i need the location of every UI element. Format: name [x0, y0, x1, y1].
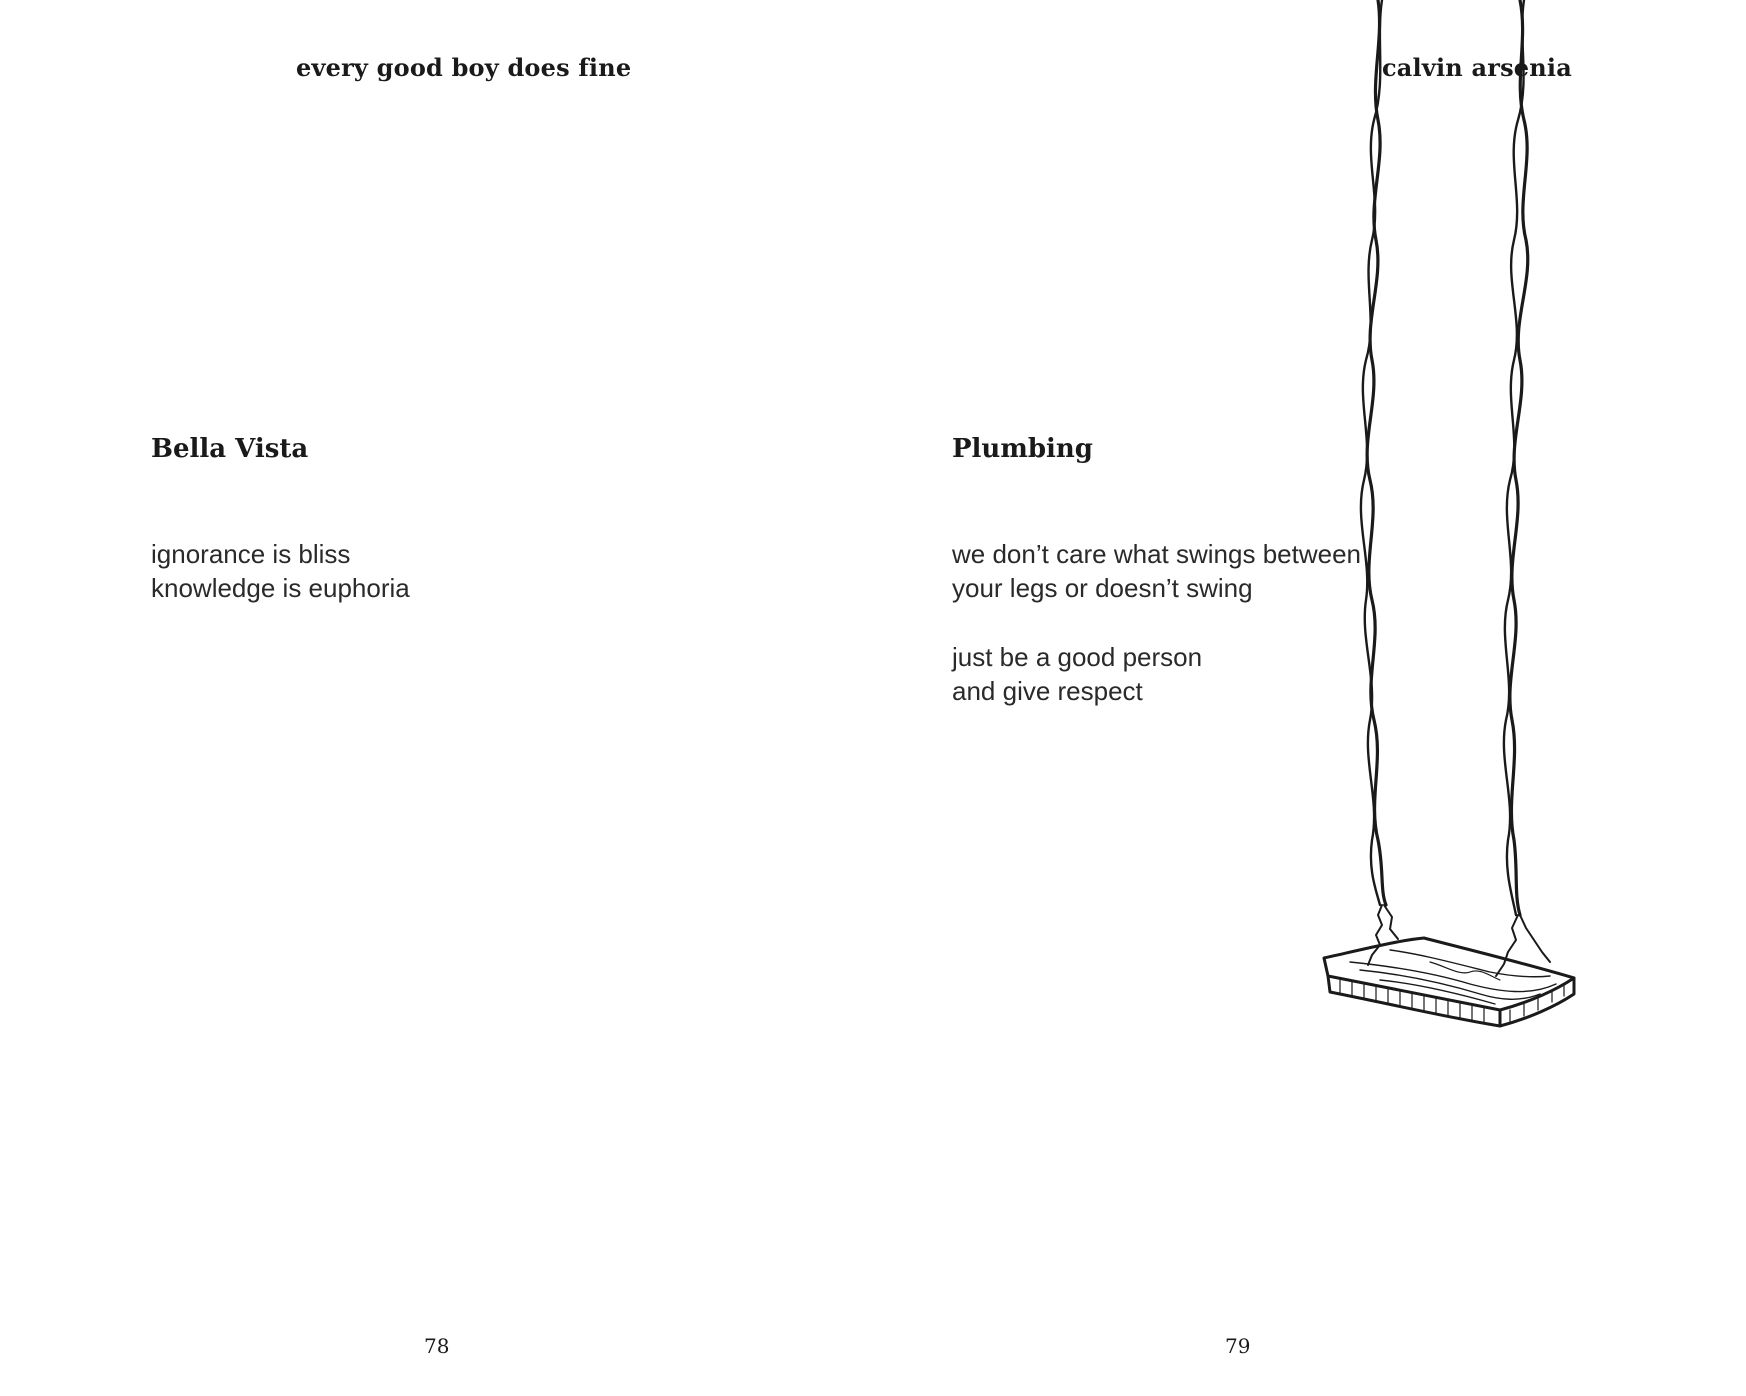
swing-illustration: [1320, 0, 1600, 1040]
poem-stanza: [151, 537, 410, 605]
swing-seat-edge: [1328, 976, 1500, 1026]
poem-line: we don’t care what swings between: [952, 539, 1362, 569]
running-head-book-title: every good boy does fine: [296, 53, 632, 82]
wood-grain: [1430, 962, 1500, 980]
poem-line: knowledge is euphoria: [151, 573, 410, 603]
poem-stanza: [952, 640, 1202, 708]
left-chain: [1384, 905, 1398, 939]
right-chain: [1520, 915, 1550, 962]
poem-stanza: [952, 537, 1361, 605]
poem-line: just be a good person: [952, 642, 1203, 672]
poem-title-bella-vista: Bella Vista: [151, 434, 309, 464]
poem-line: and give respect: [952, 676, 1143, 706]
poem-title-plumbing: Plumbing: [952, 434, 1093, 464]
page-number: 78: [424, 1334, 450, 1358]
right-chain: [1496, 915, 1518, 976]
wood-grain: [1380, 980, 1495, 1004]
right-rope-strand: [1510, 0, 1528, 915]
right-page: [873, 0, 1746, 1396]
running-head-author: calvin arsenia: [1381, 53, 1572, 82]
page-number: 79: [1225, 1334, 1251, 1358]
poem-line: your legs or doesn’t swing: [952, 573, 1253, 603]
poem-line: ignorance is bliss: [151, 539, 351, 569]
left-chain: [1368, 905, 1382, 965]
wood-grain: [1360, 970, 1540, 999]
